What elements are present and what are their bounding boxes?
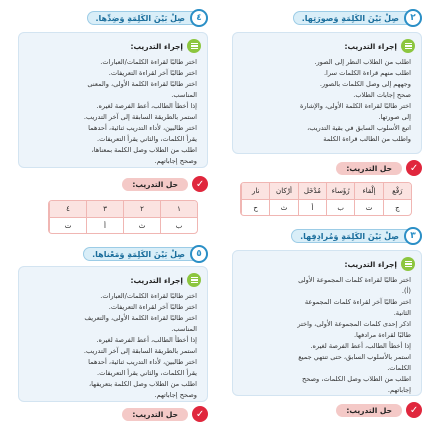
section-2-solution-head [336, 160, 422, 176]
step-line: اختر طالبين، لأداء التدريب ثنائية، أحدهما [88, 124, 197, 132]
right-column [222, 0, 422, 430]
section-5-procedure-label: إجراء التدريب: [130, 275, 183, 285]
section-3-steps [241, 275, 411, 396]
step-line: اطلب من الطلاب وصل الكلمات، وصحح [301, 375, 411, 383]
section-4-number: ٤ [190, 9, 208, 27]
section-2-procedure-label: إجراء التدريب: [344, 41, 397, 51]
step-line: اختر طالبًا آخر لقراءة كلمات المجموعة [304, 298, 411, 306]
table-cell: ب [160, 218, 197, 234]
step-line: الكلمات. [387, 364, 411, 372]
section-3-procedure-head [344, 257, 415, 271]
step-line: المناسب. [171, 91, 197, 99]
list-icon [401, 257, 415, 271]
left-column [8, 0, 208, 430]
list-icon [187, 273, 201, 287]
table-cell: مُدْخَل [298, 183, 326, 200]
step-line: اختر طالبًا آخر لقراءة التعريفات. [108, 69, 197, 77]
section-2-solution-label: حل التدريب: [336, 162, 402, 175]
section-4-solution [18, 176, 208, 236]
table-cell: ج [383, 200, 411, 216]
step-line: وصحح إجاباتهم. [154, 391, 197, 399]
section-2-title-text: صِلْ بَيْنَ الكَلِمَةِ وَصورَتِها. [293, 11, 422, 25]
step-line: واطلب من الطالب قراءة الكلمة [323, 135, 411, 143]
section-5-procedure-head [130, 273, 201, 287]
section-2-steps [241, 57, 411, 145]
check-icon: ✓ [192, 406, 208, 422]
table-cell: ث [269, 200, 297, 216]
step-line: اطلب منهم قراءة الكلمات سرا. [323, 69, 411, 77]
section-3-number: ٣ [404, 227, 422, 245]
step-line: إذا أخطأ الطالب، أعط الفرصة لغيره. [96, 336, 197, 344]
step-line: استمر بالطريقة السابقة إلى آخر التدريب. [83, 113, 197, 121]
section-3-solution [232, 402, 422, 426]
table-cell: رُؤَساء [326, 183, 354, 200]
section-2-answer-table [240, 182, 412, 216]
step-line: استمر بالأسلوب السابق، حتى تنتهي جميع [298, 353, 411, 361]
table-cell: ٤ [49, 201, 86, 218]
step-line: وصحح إجاباتهم. [154, 157, 197, 165]
step-line: اختر طالبًا لقراءة الكلمات/العبارات. [100, 292, 197, 300]
step-line: اختر طالبًا لقراءة الكلمة الأولى، والتعريف [84, 314, 197, 322]
section-2-procedure-card [232, 32, 422, 154]
step-line: يقرأ الكلمات، والثاني يقرأ التعريفات. [97, 369, 197, 377]
table-cell: رَفْع [383, 183, 411, 200]
section-3-title [291, 226, 422, 246]
list-icon [187, 39, 201, 53]
table-cell: ث [123, 218, 160, 234]
step-line: المناسب. [171, 325, 197, 333]
section-3-procedure-label: إجراء التدريب: [344, 259, 397, 269]
section-4-answer-table [48, 200, 198, 234]
table-cell: ح [241, 200, 269, 216]
step-line: اطلب من الطلاب النظر إلى الصور. [314, 58, 411, 66]
section-5-solution [18, 406, 208, 428]
section-4-procedure-label: إجراء التدريب: [130, 41, 183, 51]
step-line: إذا أخطأ الطالب، أعط الفرصة لغيره. [310, 342, 411, 350]
step-line: اطلب من الطلاب وصل الكلمة بتعريفها، [89, 380, 197, 388]
table-cell: ت [354, 200, 382, 216]
section-2-title [293, 8, 422, 28]
list-icon [401, 39, 415, 53]
step-line: وجههم إلى وصل الكلمات بالصور. [319, 80, 411, 88]
table-cell: أرْكان [269, 183, 297, 200]
section-5-number: ٥ [190, 245, 208, 263]
step-line: الثانية. [393, 309, 411, 317]
check-icon: ✓ [192, 176, 208, 192]
section-4-procedure-head [130, 39, 201, 53]
step-line: اطلب من الطلاب وصل الكلمة بمعناها، [91, 146, 197, 154]
section-5-solution-head [122, 406, 208, 422]
table-cell: أ [298, 200, 326, 216]
section-5-title-text: صِلْ بَيْنَ الكَلِمَةِ وَمَعْناها. [83, 247, 208, 261]
step-line: اختر طالبًا لقراءة كلمات المجموعة الأولى [298, 276, 411, 284]
section-4-solution-head [122, 176, 208, 192]
step-line: اختر طالبًا لقراءة الكلمات/العبارات. [100, 58, 197, 66]
step-line: اذكر إحدى كلمات المجموعة الأولى، واختر [297, 320, 411, 328]
section-5-steps [27, 291, 197, 401]
check-icon: ✓ [406, 160, 422, 176]
step-line: إلى صورتها. [378, 113, 411, 121]
step-line: إذا أخطأ الطالب، أعط الفرصة لغيره. [96, 102, 197, 110]
step-line: صحح إجابات الطلاب. [353, 91, 411, 99]
check-icon: ✓ [406, 402, 422, 418]
step-line: اختر طالبين، لأداء التدريب ثنائية، أحدهما [88, 358, 197, 366]
table-cell: ١ [160, 201, 197, 218]
section-5-solution-label: حل التدريب: [122, 408, 188, 421]
step-line: اختر طالبًا لقراءة الكلمة الأولى، والإشارة [299, 102, 411, 110]
table-cell: ب [326, 200, 354, 216]
section-4-procedure-card [18, 32, 208, 168]
step-line: إجاباتهم. [387, 386, 411, 394]
step-line: استمر بالطريقة السابقة إلى آخر التدريب. [83, 347, 197, 355]
section-3-solution-label: حل التدريب: [336, 404, 402, 417]
step-line: طالبًا لقراءة مرادفها. [353, 331, 411, 339]
table-cell: ٢ [123, 201, 160, 218]
step-line: (أ). [401, 287, 411, 295]
table-cell: أ [86, 218, 123, 234]
table-cell: نار [241, 183, 269, 200]
table-cell: ت [49, 218, 86, 234]
step-line: اتبع الأسلوب السابق في بقية التدريب، [307, 124, 411, 132]
section-5-procedure-card [18, 266, 208, 402]
step-line: يقرأ الكلمات، والثاني يقرأ التعريفات. [97, 135, 197, 143]
section-3-procedure-card [232, 250, 422, 396]
table-cell: إلْقاء [354, 183, 382, 200]
section-4-title [87, 8, 209, 28]
section-3-solution-head [336, 402, 422, 418]
section-5-title [83, 244, 208, 264]
section-2-number: ٢ [404, 9, 422, 27]
section-2-solution [232, 160, 422, 220]
section-3-title-text: صِلْ بَيْنَ الكَلِمَةِ وَمُرادِفِها. [291, 229, 422, 243]
section-2-procedure-head [344, 39, 415, 53]
step-line: اختر طالبًا لقراءة الكلمة الأولى، والمعنى [87, 80, 197, 88]
section-4-solution-label: حل التدريب: [122, 178, 188, 191]
table-cell: ٣ [86, 201, 123, 218]
section-4-title-text: صِلْ بَيْنَ الكَلِمَةِ وَضِدِّها. [87, 11, 209, 25]
section-4-steps [27, 57, 197, 167]
step-line: اختر طالبًا آخر لقراءة التعريفات. [108, 303, 197, 311]
